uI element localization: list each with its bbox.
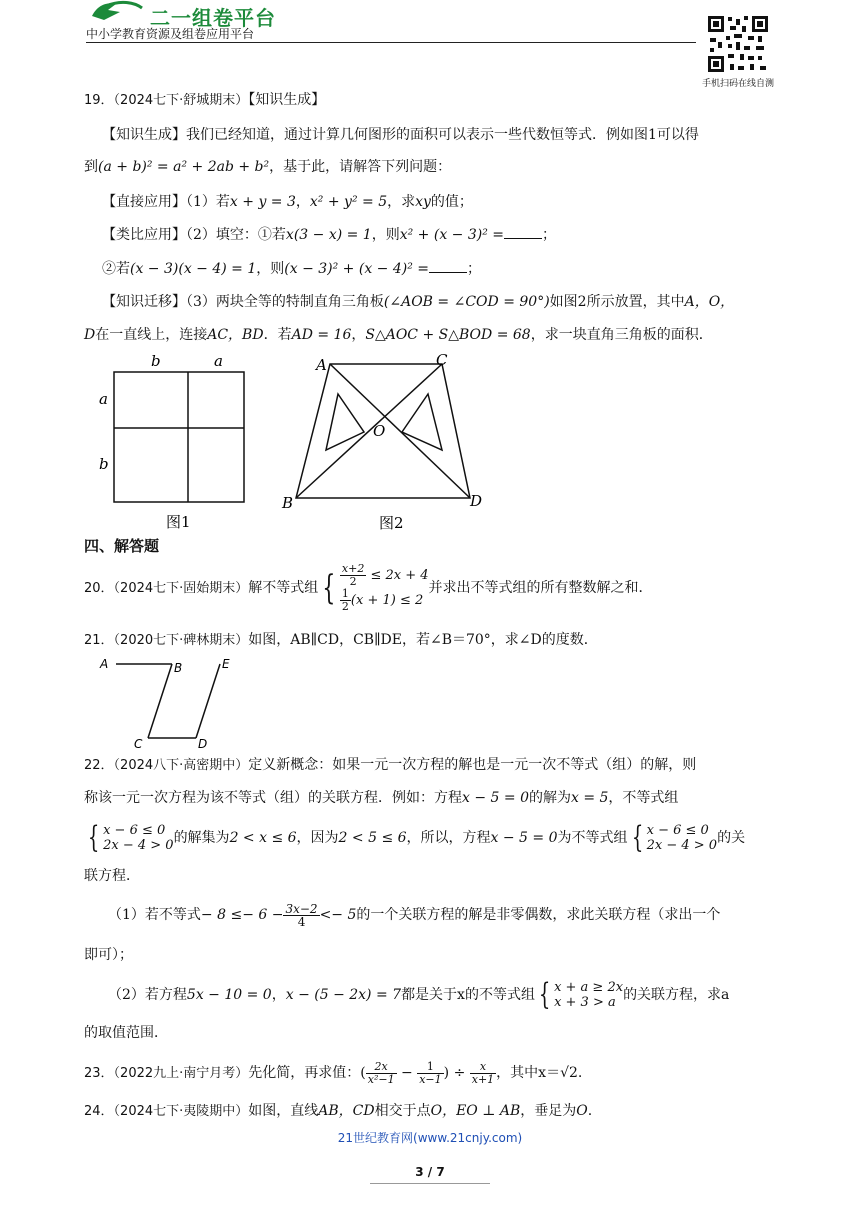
- q19-line7: D在一直线上，连接AC，BD．若AD = 16，S△AOC + S△BOD = 68，求一块直角三角板的面积．: [84, 327, 713, 343]
- logo-text: 二一组卷平台: [150, 6, 276, 30]
- fig21-label-A: A: [100, 657, 109, 671]
- answer-blank-1[interactable]: [504, 226, 542, 239]
- q22-part1: （1）若不等式− 8 ≤− 6 − $\frac{3x-2}{4}$ <− 5的一个关联方程的解是非零偶数，求此关联方程（求出一个: [108, 901, 721, 929]
- fig21-label-C: C: [134, 737, 143, 751]
- page-number: 3 / 7: [415, 1165, 445, 1179]
- header-divider: [86, 42, 696, 43]
- fig1-label-a-left: a: [99, 390, 108, 408]
- brace: {: [322, 568, 336, 608]
- q19-header: 19．（2024七下·舒城期末）【知识生成】: [84, 92, 326, 108]
- q19-line1: 【知识生成】我们已经知道，通过计算几何图形的面积可以表示一些代数恒等式．例如图1可以得: [102, 127, 699, 143]
- figure-2: [278, 350, 488, 535]
- fig2-label-O: O: [373, 422, 386, 440]
- qr-caption: 手机扫码在线自测: [701, 79, 774, 89]
- footer-link[interactable]: 21世纪教育网(www.21cnjy.com): [337, 1131, 523, 1145]
- q19-line4: 【类比应用】（2）填空：①若x(3 − x) = 1，则x² + (x − 3)² = ；: [102, 227, 557, 243]
- q23: 23．（2022九上·南宁月考）先化简，再求值：( $\frac{2x}{\text{x²−1}}$ − $\frac{1}{x-1}$ ) ÷ $\frac{x}{x+1}$ ，其中x＝√2.: [84, 1059, 583, 1086]
- q24: 24．（2024七下·夷陵期中）如图，直线AB，CD相交于点O，EO ⊥ AB，垂足为O.: [84, 1103, 593, 1119]
- q22-part2: （2）若方程5x − 10 = 0，x − (5 − 2x) = 7都是关于x的不等式组 { x + a ≥ 2x x + 3 > a 的关联方程，求a: [108, 977, 730, 1012]
- page-divider: [370, 1183, 490, 1184]
- fig2-label-D: D: [470, 492, 483, 510]
- q19-line6: 【知识迁移】（3）两块全等的特制直角三角板(∠AOB = ∠COD = 90°)如图2所示放置，其中A，O，: [102, 294, 735, 310]
- q22-line3: { x − 6 ≤ 0 2x − 4 > 0 的解集为2 < x ≤ 6，因为2 < 5 ≤ 6，所以，方程x − 5 = 0为不等式组 { x − 6 ≤ 0 2x − 4 > 0 的关: [87, 820, 746, 855]
- figure-1: [96, 352, 256, 532]
- q21-text: 21．（2020七下·碑林期末）如图，AB∥CD，CB∥DE，若∠B＝70°，求∠D的度数．: [84, 632, 598, 648]
- fig2-caption: 图2: [379, 514, 404, 532]
- figure-q21: [96, 652, 246, 752]
- q19-line3: 【直接应用】（1）若x + y = 3，x² + y² = 5，求xy的值；: [102, 194, 473, 210]
- fig21-label-D: D: [198, 737, 208, 751]
- q22-part1-cont: 即可）；: [84, 947, 133, 963]
- fig2-label-A: A: [316, 356, 327, 374]
- fig1-label-b-left: b: [99, 455, 109, 473]
- fig2-label-B: B: [282, 494, 294, 512]
- q19-line2: 到(a + b)² = a² + 2ab + b²，基于此，请解答下列问题：: [84, 159, 452, 175]
- q22-line4: 联方程．: [84, 868, 140, 884]
- header-subtitle: 中小学教育资源及组卷应用平台: [86, 27, 255, 41]
- section-heading: 四、解答题: [84, 537, 160, 555]
- fig1-label-a-top: a: [214, 352, 223, 370]
- q22-line1: 22．（2024八下·高密期中）定义新概念：如果一元一次方程的解也是一元一次不等式（组）的解，则: [84, 757, 697, 773]
- fig21-label-B: B: [174, 661, 183, 675]
- q22-line2: 称该一元一次方程为该不等式（组）的关联方程．例如：方程x − 5 = 0的解为x = 5，不等式组: [84, 790, 679, 806]
- qr-code[interactable]: [706, 14, 770, 74]
- inequality-system: $\frac{x+2}{2}$ ≤ 2x + 4 $\frac{1}{2}$ (x + 1) ≤ 2: [341, 562, 429, 613]
- q19-line5: ②若(x − 3)(x − 4) = 1，则(x − 3)² + (x − 4)² = ；: [102, 261, 482, 277]
- answer-blank-2[interactable]: [429, 260, 467, 273]
- fig1-caption: 图1: [166, 513, 191, 531]
- q22-part2-cont: 的取值范围．: [84, 1025, 168, 1041]
- fig21-label-E: E: [222, 657, 230, 671]
- fig1-label-b-top: b: [151, 352, 161, 370]
- fig2-label-C: C: [436, 351, 448, 369]
- q20: 20．（2024七下·固始期末）解不等式组 { $\frac{x+2}{2}$ ≤ 2x + 4 $\frac{1}{2}$ (x + 1) ≤ 2 并求出不等式组的所有整数解之和．: [84, 562, 653, 613]
